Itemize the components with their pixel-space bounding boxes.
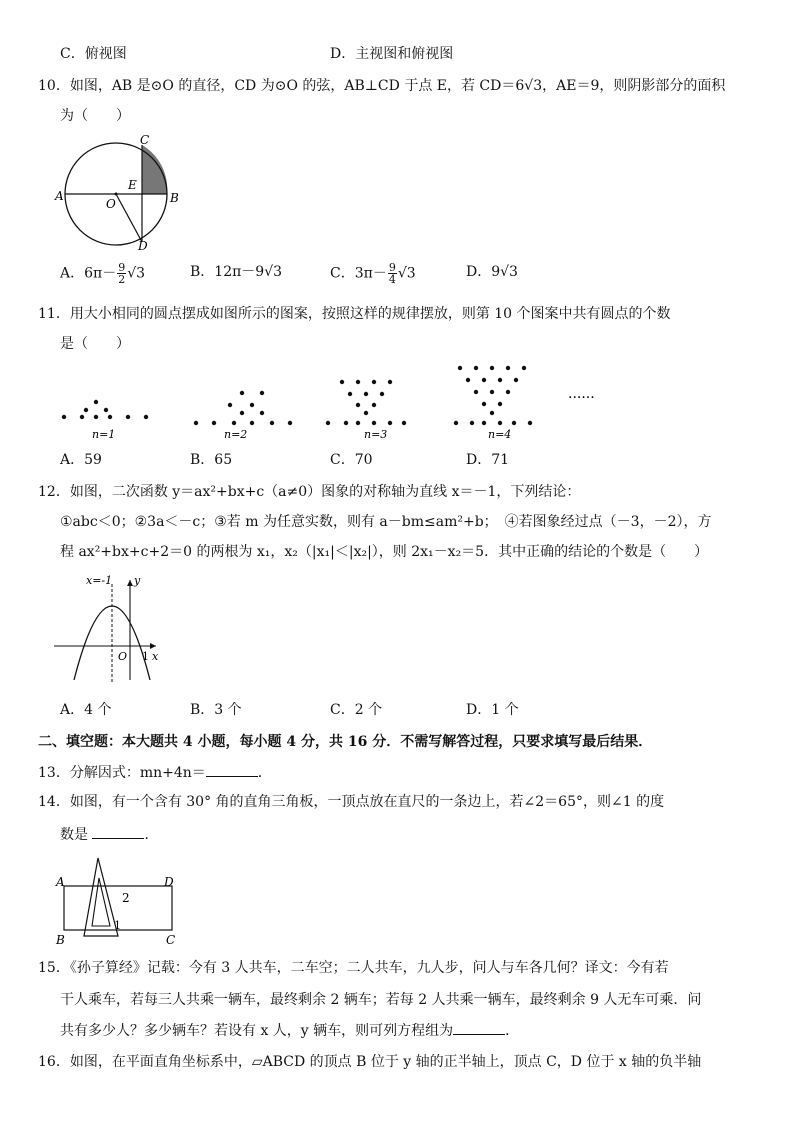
q10-option-a: A．6π－ $\frac{9}{2}$ √3 <box>60 261 146 286</box>
q12-label-axis: x=-1 <box>86 574 113 587</box>
q11-option-c: C．70 <box>330 452 373 468</box>
q10-label-a: A <box>55 189 64 203</box>
q11-option-a: A．59 <box>60 452 102 468</box>
q16-stem-line1: 16．如图，在平面直角坐标系中，▱ABCD 的顶点 B 位于 y 轴的正半轴上，顶点 C，D 位于 x 轴的负半轴 <box>38 1054 702 1070</box>
q14-label-b: B <box>56 933 65 947</box>
q10-option-b: B．12π－9√3 <box>190 264 283 280</box>
q14-answer-blank[interactable] <box>92 824 144 839</box>
q10-stem-line2: 为（ ） <box>60 108 130 124</box>
q13-stem: 13．分解因式：mn+4n＝ ． <box>38 762 272 783</box>
q12-option-b: B．3 个 <box>190 702 242 718</box>
q12-option-a: A．4 个 <box>60 702 112 718</box>
q11-caption-n3: n=3 <box>364 428 388 441</box>
q10-label-b: B <box>170 191 179 205</box>
q11-option-d: D．71 <box>466 452 510 468</box>
q10-label-c: C <box>140 133 150 147</box>
q10-circle-figure <box>52 130 192 250</box>
q11-caption-n1: n=1 <box>92 428 116 441</box>
q12-stem-line3: 程 ax²+bx+c+2＝0 的两根为 x₁，x₂（|x₁|＜|x₂|），则 2x₁－x₂＝5．其中正确的结论的个数是（ ） <box>60 544 709 560</box>
q11-pattern-n4 <box>454 366 532 425</box>
section-2-heading: 二、填空题：本大题共 4 小题，每小题 4 分，共 16 分．不需写解答过程，只要求填写最后结果． <box>38 734 653 750</box>
q15-stem-line2: 干人乘车，若每三人共乘一辆车，最终剩余 2 辆车；若每 2 人共乘一辆车，最终剩余 9 人无车可乘．问 <box>60 992 702 1008</box>
q12-parabola-graph <box>52 572 172 684</box>
q11-caption-n4: n=4 <box>488 428 512 441</box>
q12-option-d: D．1 个 <box>466 702 519 718</box>
q10-stem-line1: 10．如图，AB 是⊙O 的直径，CD 为⊙O 的弦，AB⊥CD 于点 E，若 CD＝6√3，AE＝9，则阴影部分的面积 <box>38 78 726 94</box>
q10-option-c: C．3π－ $\frac{9}{4}$ √3 <box>330 261 416 286</box>
q15-stem-line1: 15．《孙子算经》记载：今有 3 人共车，二车空；二人共车，九人步，问人与车各几何？译文：今有若 <box>38 960 669 976</box>
q12-option-c: C．2 个 <box>330 702 383 718</box>
q11-stem-line1: 11．用大小相同的圆点摆成如图所示的图案，按照这样的规律摆放，则第 10 个图案中共有圆点的个数 <box>38 306 671 322</box>
q14-label-a: A <box>56 875 65 889</box>
q13-answer-blank[interactable] <box>206 762 258 777</box>
q14-triangle-inner <box>92 878 110 926</box>
q11-pattern-n3 <box>326 380 406 425</box>
q14-label-two: 2 <box>122 891 130 905</box>
q14-ruler-triangle-figure <box>52 852 192 948</box>
q10-option-d: D．9√3 <box>466 264 518 280</box>
q11-option-b: B．65 <box>190 452 233 468</box>
q10-label-o: O <box>106 197 116 211</box>
q12-label-y: y <box>134 574 141 587</box>
q12-label-x: x <box>152 650 159 663</box>
q10-label-e: E <box>128 178 137 192</box>
q11-ellipsis: ······ <box>568 390 595 406</box>
q11-stem-line2: 是（ ） <box>60 336 130 352</box>
q14-label-one: 1 <box>114 919 121 932</box>
q14-stem-line1: 14．如图，有一个含有 30° 角的直角三角板，一顶点放在直尺的一条边上，若∠2＝65°，则∠1 的度 <box>38 794 665 810</box>
q12-parabola <box>74 606 150 680</box>
q15-answer-blank[interactable] <box>453 1020 505 1035</box>
q11-dot-patterns <box>52 360 632 446</box>
q12-stem-line2: ①abc＜0；②3a＜－c；③若 m 为任意实数，则有 a－bm≤am²+b； ④若图象经过点（－3，－2），方 <box>60 514 712 530</box>
q14-label-c: C <box>166 933 176 947</box>
q14-triangle-outer <box>84 858 118 936</box>
q11-pattern-n1 <box>62 400 148 419</box>
q12-stem-line1: 12．如图，二次函数 y＝ax²+bx+c（a≠0）图象的对称轴为直线 x＝－1，下列结论： <box>38 484 581 500</box>
q15-stem-line3: 共有多少人？多少辆车？若设有 x 人，y 辆车，则可列方程组为 ． <box>60 1020 519 1041</box>
q9-option-d: D．主视图和俯视图 <box>330 46 454 62</box>
q11-caption-n2: n=2 <box>224 428 248 441</box>
q14-stem-line2: 数是 ． <box>60 824 158 845</box>
q12-label-one: 1 <box>142 650 149 663</box>
q10-segment-od <box>116 194 142 242</box>
q12-label-o: O <box>118 650 128 663</box>
q9-option-c: C．俯视图 <box>60 46 127 62</box>
q11-pattern-n2 <box>194 391 292 425</box>
q10-label-d: D <box>138 239 148 250</box>
q14-label-d: D <box>164 875 174 889</box>
